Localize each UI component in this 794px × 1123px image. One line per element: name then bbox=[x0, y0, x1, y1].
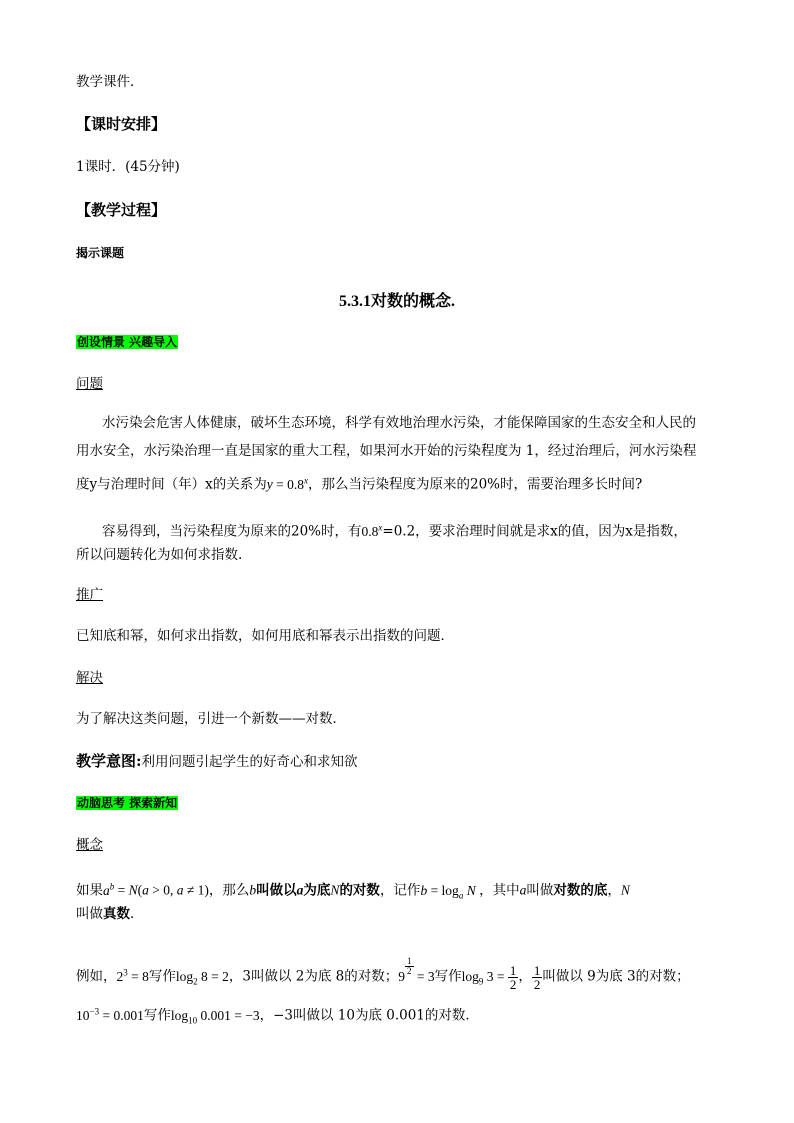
def-part: 叫做 bbox=[526, 882, 554, 899]
problem-p3-part-b: ，那么当污染程度为原来的20%时，需要治理多长时间? bbox=[308, 476, 643, 493]
problem-paragraph-line-1: 水污染会危害人体健康，破坏生态环境，科学有效地治理水污染，才能保障国家的生态安全和人民的 bbox=[102, 415, 696, 431]
lesson-title: 5.3.1对数的概念. bbox=[338, 293, 455, 310]
def2-part: ． bbox=[130, 906, 144, 922]
examples-line-1 bbox=[76, 955, 690, 998]
problem-paragraph-line-2: 用水安全，水污染治理一直是国家的重大工程，如果河水开始的污染程度为 1，经过治理后，河水污染程 bbox=[76, 443, 697, 459]
ex-part: 写作 bbox=[148, 968, 176, 985]
reveal-topic-label: 揭示课题 bbox=[76, 246, 125, 260]
ex-part: ，3叫做以 2为底 8的对数； bbox=[228, 968, 399, 985]
def-part: 叫做以 bbox=[256, 882, 297, 899]
easy-paragraph-line-1 bbox=[102, 517, 687, 542]
teaching-intent bbox=[76, 751, 358, 772]
formula-a-power-b: $a^b$ bbox=[103, 881, 115, 898]
section-schedule-heading: 【课时安排】 bbox=[76, 115, 167, 133]
formula-condition: = N(a > 0, a ≠ 1) bbox=[117, 882, 209, 898]
easy-paragraph-line-2: 所以问题转化为如何求指数. bbox=[76, 547, 243, 563]
formula-9-half: 9 $^{\frac{1}{2}}$ = 3 bbox=[398, 956, 435, 984]
formula-0.8x: 0.8$^x$ bbox=[361, 522, 383, 539]
ex2-part: 写作 bbox=[143, 1007, 171, 1024]
highlight-scenario bbox=[76, 332, 178, 352]
problem-paragraph-line-3: 度y与治理时间（年）x的关系为$y = 0.8^x$，那么当污染程度为原来的20%时，需要治理多长时间? bbox=[76, 475, 643, 493]
var-N-2: N bbox=[620, 882, 630, 898]
var-a-2: a bbox=[519, 882, 527, 898]
examples-line-2 bbox=[76, 1001, 479, 1030]
ex-part: ， bbox=[518, 968, 532, 985]
ex-part: 例如， bbox=[76, 968, 117, 985]
generalize-label: 推广 bbox=[76, 587, 103, 603]
definition-line-1 bbox=[76, 876, 630, 905]
teaching-intent-text: 利用问题引起学生的好奇心和求知欲 bbox=[141, 754, 358, 770]
var-a: a bbox=[296, 882, 304, 898]
problem-label: 问题 bbox=[76, 376, 103, 392]
definition-line-2 bbox=[76, 904, 144, 924]
def-part: ，其中 bbox=[479, 882, 520, 899]
ex-part: 叫做以 9为底 3的对数； bbox=[542, 968, 690, 985]
def-part: ，那么 bbox=[208, 882, 250, 899]
highlight-scenario-text: 创设情景 兴趣导入 bbox=[77, 335, 178, 349]
easy-p1-part-a: 容易得到，当污染程度为原来的20%时，有 bbox=[102, 523, 362, 540]
formula-10-neg3: $10^{-3} = 0.001$ bbox=[76, 1006, 144, 1023]
highlight-explore-text: 动脑思考 探索新知 bbox=[77, 796, 178, 810]
formula-log10: $\log_{10} 0.001 = -3$ bbox=[170, 1007, 260, 1026]
solve-label: 解决 bbox=[76, 670, 103, 686]
teaching-intent-label: 教学意图: bbox=[76, 752, 142, 770]
highlight-explore bbox=[76, 793, 178, 813]
var-N: N bbox=[330, 882, 340, 898]
concept-label: 概念 bbox=[76, 837, 103, 853]
formula-y-equals: y bbox=[266, 476, 273, 492]
def-part: ，记作 bbox=[379, 882, 421, 899]
intro-line: 教学课件． bbox=[76, 74, 144, 90]
var-b: b bbox=[249, 882, 257, 898]
def-part: 如果 bbox=[76, 882, 103, 899]
def-part: 的对数 bbox=[339, 882, 380, 899]
generalize-text: 已知底和幂，如何求出指数，如何用底和幂表示出指数的问题． bbox=[76, 628, 454, 644]
schedule-text: 1课时．(45分钟) bbox=[76, 159, 180, 175]
def-part: 对数的底 bbox=[553, 882, 608, 899]
def2-part: 叫做 bbox=[76, 906, 103, 922]
ex-part: 写作 bbox=[434, 968, 462, 985]
solve-text: 为了解决这类问题，引进一个新数——对数． bbox=[76, 711, 346, 727]
def-part: ， bbox=[607, 882, 621, 899]
def-part: 为底 bbox=[303, 882, 331, 899]
ex2-part: ，−3叫做以 10为底 0.001的对数． bbox=[259, 1007, 479, 1024]
easy-p1-part-b: =0.2，要求治理时间就是求x的值，因为x是指数， bbox=[382, 523, 687, 540]
section-process-heading: 【教学过程】 bbox=[76, 201, 167, 219]
formula-one-half: $\frac{1}{2}$ bbox=[533, 962, 541, 992]
formula-log9-3: $\log_9 3$ = $\frac{1}{2}$ bbox=[461, 962, 517, 992]
formula-2-cubed: $2^3 = 8$ bbox=[116, 967, 149, 984]
problem-p3-part-a: 度y与治理时间（年）x的关系为 bbox=[76, 476, 267, 493]
def2-part: 真数 bbox=[103, 906, 130, 922]
formula-log2-8: $\log_2 8 = 2$ bbox=[175, 968, 229, 987]
formula-log-notation: $b = \log_a N$ bbox=[420, 882, 476, 901]
